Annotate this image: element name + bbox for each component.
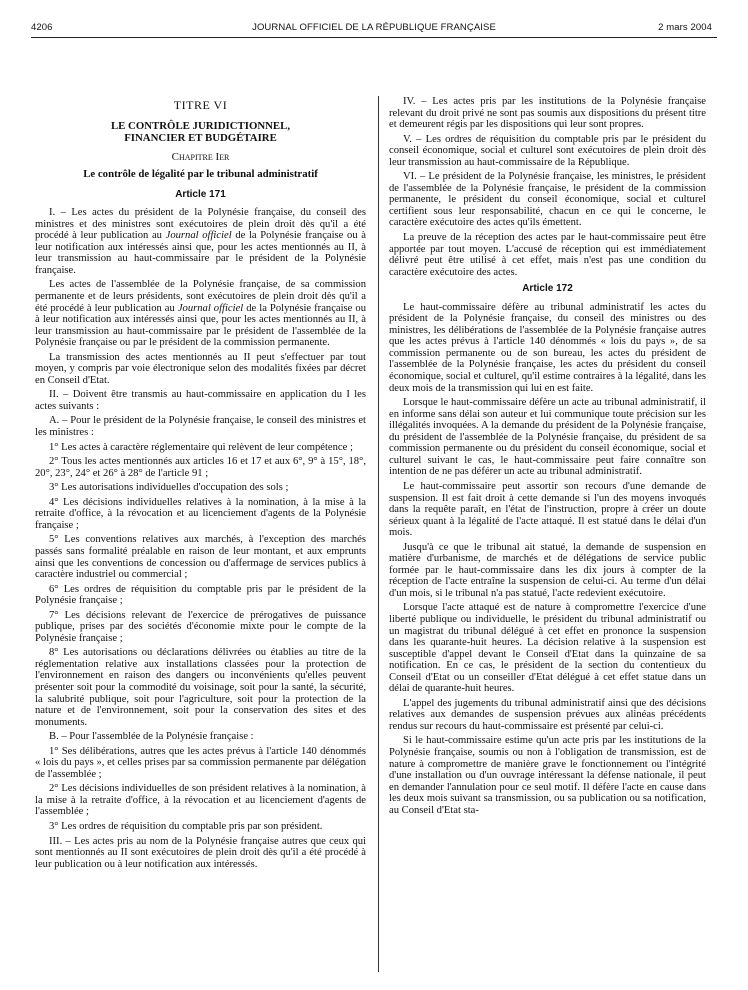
paragraph: Les actes de l'assemblée de la Polynésie française, de sa commission permanente et de leurs présidents, sont exécutoires de plein droit dès qu'il a été procédé à leur publication au Journal officiel de la Polynésie française ou à leur notification aux intéressés ainsi que, pour les actes mentionnés au II, à leur transmission au haut-commissaire par le président de l'assemblée de la Polynésie française ou par le président de la commission permanente. — [35, 279, 366, 349]
paragraph: Le haut-commissaire défère au tribunal administratif les actes du président de la Polynésie française, du conseil des ministres ou des ministres, les délibérations de l'assemblée de la Polynésie française autres que les actes prévus à l'article 140 dénommés « lois du pays », de sa commission permanente ou de son bureau, les actes du président de l'assemblée de la Polynésie française, les actes du président du conseil économique, social et culturel, qu'il estime contraires à la légalité, dans les deux mois de la transmission qui lui en est faite. — [389, 301, 706, 394]
list-item: 5° Les conventions relatives aux marchés, à l'exception des marchés passés sans formalité préalable en raison de leur montant, et aux emprunts ainsi que les conventions de concession ou d'affermage de services publics à caractère industriel ou commercial ; — [35, 534, 366, 581]
list-item: 1° Les actes à caractère réglementaire qui relèvent de leur compétence ; — [49, 441, 353, 453]
paragraph: Le haut-commissaire peut assortir son recours d'une demande de suspension. Il est fait droit à cette demande si l'un des moyens invoqués dans la requête paraît, en l'état de l'instruction, propre à créer un doute sérieux quant à la légalité de l'acte attaqué. Il est statué dans le délai d'un mois. — [389, 480, 706, 539]
left-column — [35, 96, 366, 870]
paragraph: B. – Pour l'assemblée de la Polynésie française : — [49, 731, 254, 743]
page-number: 4206 — [31, 22, 53, 33]
paragraph: Lorsque le haut-commissaire défère un acte au tribunal administratif, il en informe sans délai son auteur et lui communique toute précision sur les illégalités invoquées. A la demande du président de la Polynésie française, du président de l'assemblée de la Polynésie française, du président de sa commission permanente ou du président du conseil économique, social et culturel suivant le cas, le haut-commissaire peut faire connaître son intention de ne pas déférer un acte au tribunal administratif. — [389, 397, 706, 478]
list-item: 3° Les autorisations individuelles d'occupation des sols ; — [49, 482, 289, 494]
section-title-line1: LE CONTRÔLE JURIDICTIONNEL, — [110, 119, 291, 132]
paragraph: III. – Les actes pris au nom de la Polynésie française autres que ceux qui sont mentionnés au II sont exécutoires de plein droit dès qu'il a été procédé à leur publication ou à leur notification aux intéressés. — [35, 835, 366, 870]
paragraph: Si le haut-commissaire estime qu'un acte pris par les institutions de la Polynésie française, soumis ou non à l'obligation de transmission, est de nature à compromettre de manière grave le fonctionnement ou l'intégrité d'une installation ou d'un ouvrage intéressant la défense nationale, il peut en demander l'annulation pour ce seul motif. Il défère l'acte en cause dans les deux mois suivant sa transmission, ou sa publication ou sa notification, au Conseil d'Etat sta- — [389, 735, 706, 816]
list-item: 2° Les décisions individuelles de son président relatives à la nomination, à la mise à la retraite d'office, à la révocation et au licenciement d'agents de l'assemblée ; — [35, 783, 366, 818]
journal-title: JOURNAL OFFICIEL DE LA RÉPUBLIQUE FRANÇAISE — [252, 22, 496, 33]
paragraph: II. – Doivent être transmis au haut-commissaire en application du I les actes suivants : — [35, 389, 366, 412]
section-title-line2: FINANCIER ET BUDGÉTAIRE — [124, 131, 277, 144]
paragraph: La transmission des actes mentionnés au II peut s'effectuer par tout moyen, y compris par voie électronique selon des modalités fixées par décret en Conseil d'Etat. — [35, 351, 366, 386]
list-item: 3° Les ordres de réquisition du comptable pris par son président. — [49, 820, 323, 832]
article-172-heading: Article 172 — [522, 283, 573, 295]
titre-heading: TITRE VI — [173, 98, 228, 112]
chapter-heading: Chapitre Ier — [171, 150, 230, 163]
list-item: 2° Tous les actes mentionnés aux articles 16 et 17 et aux 6°, 9° à 15°, 18°, 20°, 23°, 24° et 26° à 28° de l'article 91 ; — [35, 456, 366, 479]
header-rule — [31, 37, 717, 38]
paragraph: L'appel des jugements du tribunal administratif ainsi que des décisions relatives aux demandes de suspension prévues aux alinéas précédents rendus sur recours du haut-commissaire est présenté par celui-ci. — [389, 697, 706, 732]
list-item: 1° Ses délibérations, autres que les actes prévus à l'article 140 dénommés « lois du pays », et celles prises par sa commission permanente par délégation de l'assemblée ; — [35, 745, 366, 780]
chapter-title: Le contrôle de légalité par le tribunal administratif — [83, 168, 318, 181]
paragraph: Lorsque l'acte attaqué est de nature à compromettre l'exercice d'une liberté publique ou individuelle, le président du tribunal administratif ou un magistrat du tribunal délégué à cet effet en prononce la suspension dans les quarante-huit heures. La décision relative à la suspension est susceptible d'appel devant le Conseil d'Etat dans la quinzaine de sa notification. En ce cas, le président de la section du contentieux du Conseil d'Etat ou un conseiller d'Etat délégué à cet effet statue dans un délai de quarante-huit heures. — [389, 602, 706, 695]
list-item: 7° Les décisions relevant de l'exercice de prérogatives de puissance publique, prises par des sociétés d'économie mixte pour le compte de la Polynésie française ; — [35, 609, 366, 644]
paragraph: VI. – Le président de la Polynésie française, les ministres, le président de l'assemblée de la Polynésie française, le président de la commission permanente, le président du conseil économique, social et culturel certifient sous leur responsabilité, chacun en ce qui le concerne, le caractère exécutoire des actes qu'ils émettent. — [389, 171, 706, 229]
article-171-heading: Article 171 — [175, 188, 226, 200]
paragraph: IV. – Les actes pris par les institutions de la Polynésie française relevant du droit privé ne sont pas soumis aux dispositions du présent titre et demeurent régis par les dispositions qui leur sont propres. — [389, 96, 706, 131]
paragraph: La preuve de la réception des actes par le haut-commissaire peut être apportée par tout moyen. L'accusé de réception qui est immédiatement délivré peut être utilisé à cet effet, mais n'est pas une condition du caractère exécutoire des actes. — [389, 232, 706, 278]
list-item: 6° Les ordres de réquisition du comptable pris par le président de la Polynésie française ; — [35, 583, 366, 607]
issue-date: 2 mars 2004 — [658, 22, 712, 33]
list-item: 4° Les décisions individuelles relatives à la nomination, à la mise à la retraite d'office, à la révocation et au licenciement d'agents de la Polynésie française ; — [35, 496, 366, 531]
page-header — [0, 22, 748, 38]
paragraph: V. – Les ordres de réquisition du comptable pris par le président du conseil économique, social et culturel sont exécutoires de plein droit dès leur transmission au haut-commissaire de la République. — [389, 133, 706, 168]
paragraph: Jusqu'à ce que le tribunal ait statué, la demande de suspension en matière d'urbanisme, de marchés et de délégations de service public formée par le haut-commissaire dans les dix jours à compter de la réception de l'acte entraîne la suspension de celui-ci. Au terme d'un délai d'un mois, si le tribunal n'a pas statué, l'acte redevient exécutoire. — [389, 541, 706, 599]
column-divider — [378, 96, 379, 972]
right-column — [389, 96, 706, 816]
paragraph: I. – Les actes du président de la Polynésie française, du conseil des ministres et des ministres sont exécutoires de plein droit dès qu'il a été procédé à leur publication au Journal officiel de la Polynésie française ou à leur notification aux intéressés ainsi que, pour les actes mentionnés au II, à leur transmission au haut-commissaire par le président de la Polynésie française. — [35, 207, 366, 276]
paragraph: A. – Pour le président de la Polynésie française, le conseil des ministres et les ministres : — [35, 415, 366, 439]
list-item: 8° Les autorisations ou déclarations délivrées ou établies au titre de la réglementation relative aux installations classées pour la protection de l'environnement en raison des dangers ou inconvénients qu'elles peuvent présenter soit pour la commodité du voisinage, soit pour la santé, la sécurité, la salubrité publique, soit pour l'agriculture, soit pour la protection de la nature et de l'environnement, soit pour la conservation des sites et des monuments. — [35, 647, 366, 728]
